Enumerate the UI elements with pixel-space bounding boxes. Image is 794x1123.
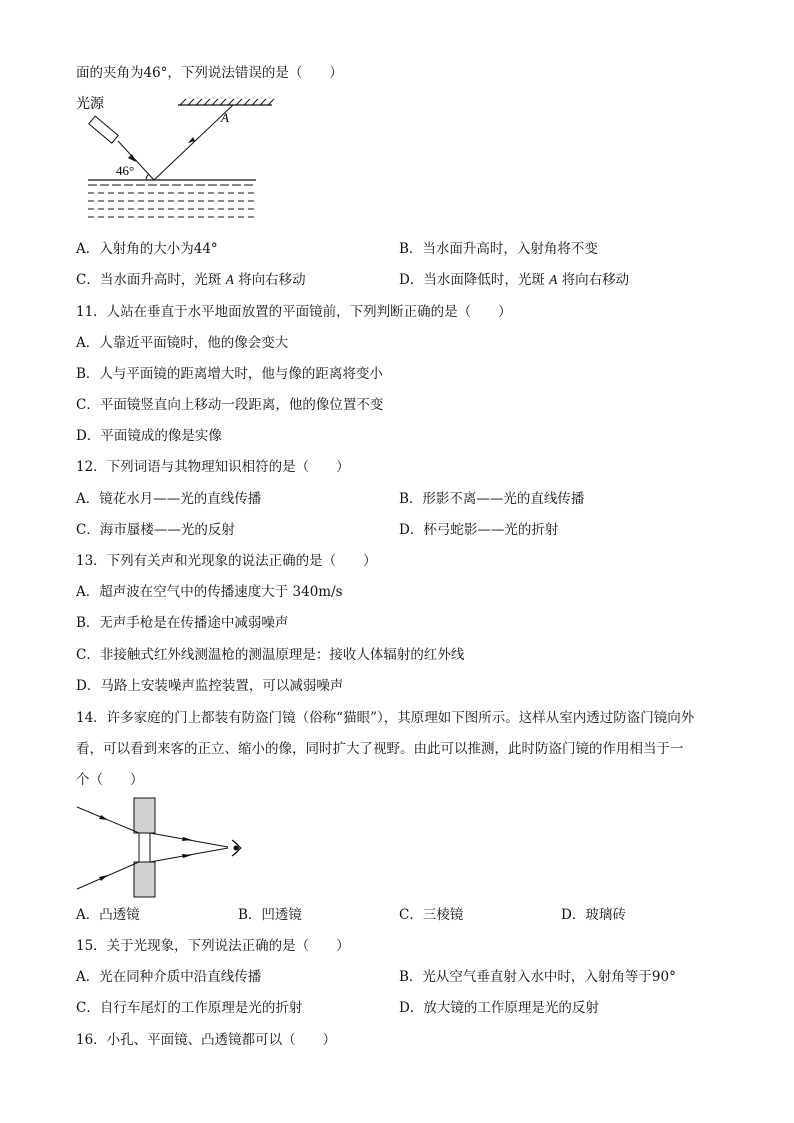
light-source-device — [89, 116, 118, 143]
q12-option-b: B．形影不离——光的直线传播 — [399, 491, 585, 507]
light-reflection-diagram — [70, 92, 280, 227]
q10-option-d: D．当水面降低时，光斑 A 将向右移动 — [399, 272, 630, 288]
angle-arc — [146, 174, 149, 180]
door-lower-block — [134, 862, 155, 897]
q12-stem: 12．下列词语与其物理知识相符的是（ ） — [76, 459, 350, 475]
q10-option-b: B．当水面升高时，入射角将不变 — [399, 241, 598, 257]
q14-stem-line-3: 个（ ） — [76, 772, 144, 788]
q13-option-c: C．非接触式红外线测温枪的测温原理是：接收人体辐射的红外线 — [76, 647, 465, 663]
incoming-ray-upper-arrow — [99, 815, 108, 820]
q14-option-c: C．三棱镜 — [399, 907, 464, 923]
question-10-stem-continuation: 面的夹角为46°，下列说法错误的是（ ） — [76, 65, 343, 81]
q15-option-c: C．自行车尾灯的工作原理是光的折射 — [76, 1000, 303, 1016]
eye-icon — [232, 840, 241, 856]
q10-option-a: A．入射角的大小为44° — [76, 241, 218, 257]
q11-option-a: A．人靠近平面镜时，他的像会变大 — [76, 335, 289, 351]
q11-option-d: D．平面镜成的像是实像 — [76, 428, 222, 444]
q15-option-d: D．放大镜的工作原理是光的反射 — [399, 1000, 599, 1016]
water-pattern — [88, 185, 256, 217]
light-source-label: 光源 — [76, 97, 104, 112]
q16-stem: 16．小孔、平面镜、凸透镜都可以（ ） — [76, 1032, 337, 1048]
q13-option-b: B．无声手枪是在传播途中减弱噪声 — [76, 615, 289, 631]
viewer-lens-tube — [139, 833, 150, 862]
q14-option-b: B．凹透镜 — [238, 907, 302, 923]
q12-option-a: A．镜花水月——光的直线传播 — [76, 491, 262, 507]
q11-option-c: C．平面镜竖直向上移动一段距离，他的像位置不变 — [76, 397, 384, 413]
door-viewer-diagram — [70, 795, 255, 900]
q13-option-d: D．马路上安装噪声监控装置，可以减弱噪声 — [76, 678, 344, 694]
q13-option-a: A．超声波在空气中的传播速度大于 340m/s — [76, 584, 343, 600]
q15-option-a: A．光在同种介质中沿直线传播 — [76, 969, 262, 985]
incident-ray-arrow — [128, 154, 136, 162]
q11-stem: 11．人站在垂直于水平地面放置的平面镜前，下列判断正确的是（ ） — [76, 304, 512, 320]
q14-option-d: D．玻璃砖 — [561, 907, 626, 923]
angle-label: 46° — [116, 163, 135, 178]
incoming-ray-lower — [77, 862, 139, 889]
mirror-hatching — [180, 99, 274, 105]
q14-stem-line-1: 14．许多家庭的门上都装有防盗门镜（俗称“猫眼”），其原理如下图所示。这样从室内透过防盗门镜向外 — [76, 710, 695, 726]
spot-a-label: A — [221, 110, 229, 125]
q14-option-a: A．凸透镜 — [76, 907, 140, 923]
q10-option-c: C．当水面升高时，光斑 A 将向右移动 — [76, 272, 306, 288]
q12-option-c: C．海市蜃楼——光的反射 — [76, 522, 235, 538]
q14-stem-line-2: 看，可以看到来客的正立、缩小的像，同时扩大了视野。由此可以推测，此时防盗门镜的作用相当于一 — [76, 741, 684, 757]
q11-option-b: B．人与平面镜的距离增大时，他与像的距离将变小 — [76, 366, 383, 382]
q15-option-b: B．光从空气垂直射入水中时，入射角等于90° — [399, 969, 676, 985]
q12-option-d: D．杯弓蛇影——光的折射 — [399, 522, 559, 538]
door-upper-block — [134, 798, 155, 833]
q13-stem: 13．下列有关声和光现象的说法正确的是（ ） — [76, 553, 377, 569]
incoming-ray-lower-arrow — [99, 875, 108, 881]
q15-stem: 15．关于光现象，下列说法正确的是（ ） — [76, 938, 350, 954]
